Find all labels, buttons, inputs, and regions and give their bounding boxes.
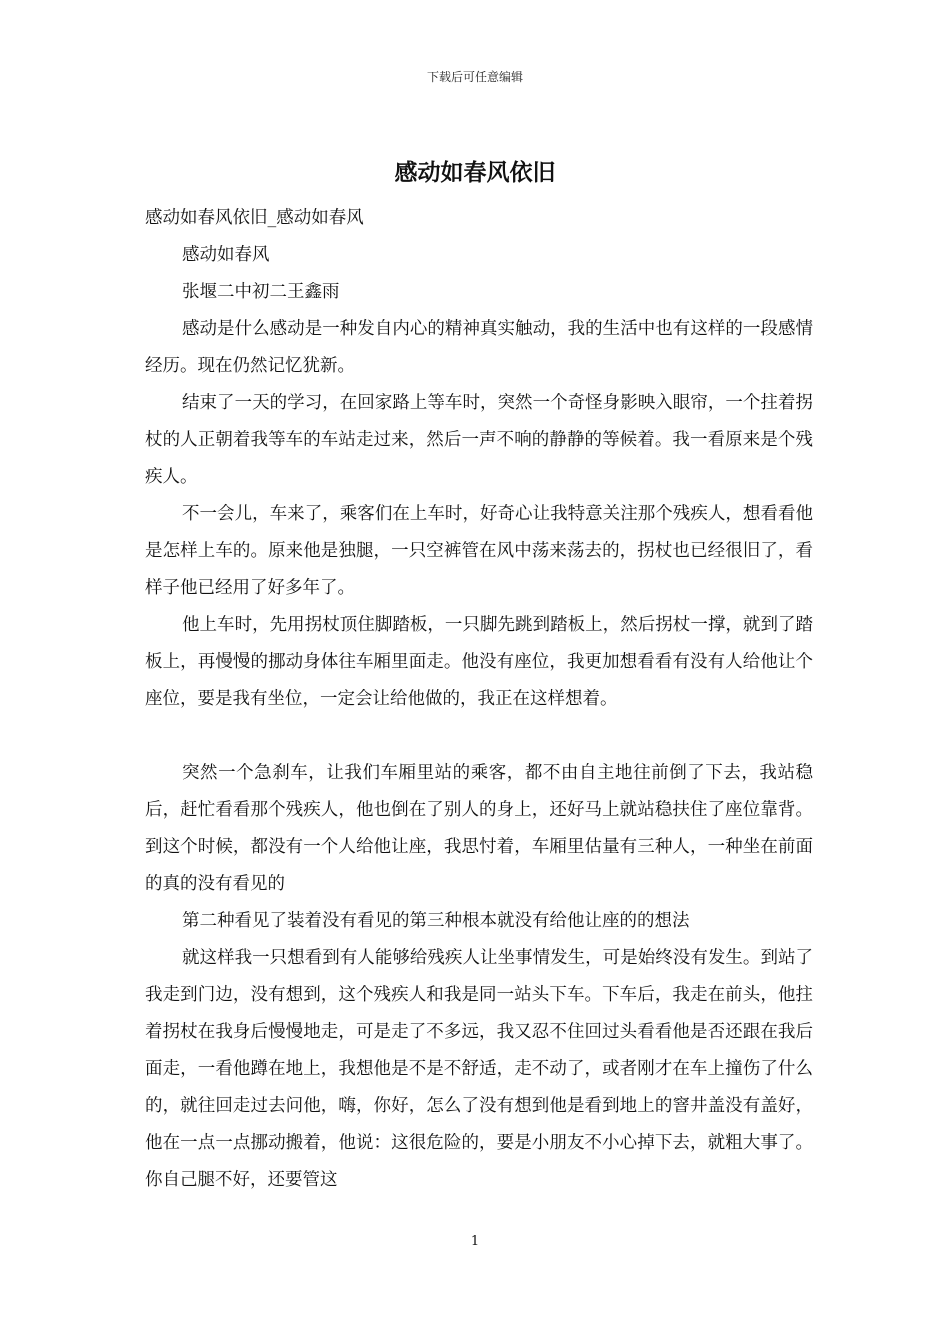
paragraph: 结束了一天的学习，在回家路上等车时，突然一个奇怪身影映入眼帘，一个拄着拐杖的人正朝着我等车的车站走过来，然后一声不响的静静的等候着。我一看原来是个残疾人。 — [145, 393, 813, 487]
paragraph: 他上车时，先用拐杖顶住脚踏板，一只脚先跳到踏板上，然后拐杖一撑，就到了踏板上，再慢慢的挪动身体往车厢里面走。他没有座位，我更加想看看有没有人给他让个座位，要是我有坐位，一定会让给他做的，我正在这样想着。 — [145, 615, 813, 709]
paragraph: 突然一个急刹车，让我们车厢里站的乘客，都不由自主地往前倒了下去，我站稳后，赶忙看看那个残疾人，他也倒在了别人的身上，还好马上就站稳扶住了座位靠背。到这个时候，都没有一个人给他让座，我思忖着，车厢里估量有三种人，一种坐在前面的真的没有看见的 — [145, 763, 813, 894]
essay-title: 感动如春风 — [182, 245, 270, 265]
subtitle-line: 感动如春风依旧_感动如春风 — [145, 208, 364, 228]
document-title: 感动如春风依旧 — [394, 159, 556, 186]
page-number: 1 — [470, 1234, 480, 1249]
document-body — [145, 200, 813, 1199]
paragraph: 第二种看见了装着没有看见的第三种根本就没有给他让座的的想法 — [182, 911, 690, 931]
header-note: 下载后可任意编辑 — [426, 70, 523, 84]
author-line: 张堰二中初二王鑫雨 — [182, 282, 340, 302]
paragraph: 就这样我一只想看到有人能够给残疾人让坐事情发生，可是始终没有发生。到站了我走到门边，没有想到，这个残疾人和我是同一站头下车。下车后，我走在前头，他拄着拐杖在我身后慢慢地走，可是走了不多远，我又忍不住回过头看看他是否还跟在我后面走，一看他蹲在地上，我想他是不是不舒适，走不动了，或者刚才在车上撞伤了什么的，就往回走过去问他，嗨，你好，怎么了没有想到他是看到地上的窨井盖没有盖好，他在一点一点挪动搬着，他说：这很危险的，要是小朋友不小心掉下去，就粗大事了。你自己腿不好，还要管这 — [145, 948, 813, 1190]
paragraph: 不一会儿，车来了，乘客们在上车时，好奇心让我特意关注那个残疾人，想看看他是怎样上车的。原来他是独腿，一只空裤管在风中荡来荡去的，拐杖也已经很旧了，看样子他已经用了好多年了。 — [145, 504, 813, 598]
paragraph: 感动是什么感动是一种发自内心的精神真实触动，我的生活中也有这样的一段感情经历。现在仍然记忆犹新。 — [145, 319, 813, 376]
